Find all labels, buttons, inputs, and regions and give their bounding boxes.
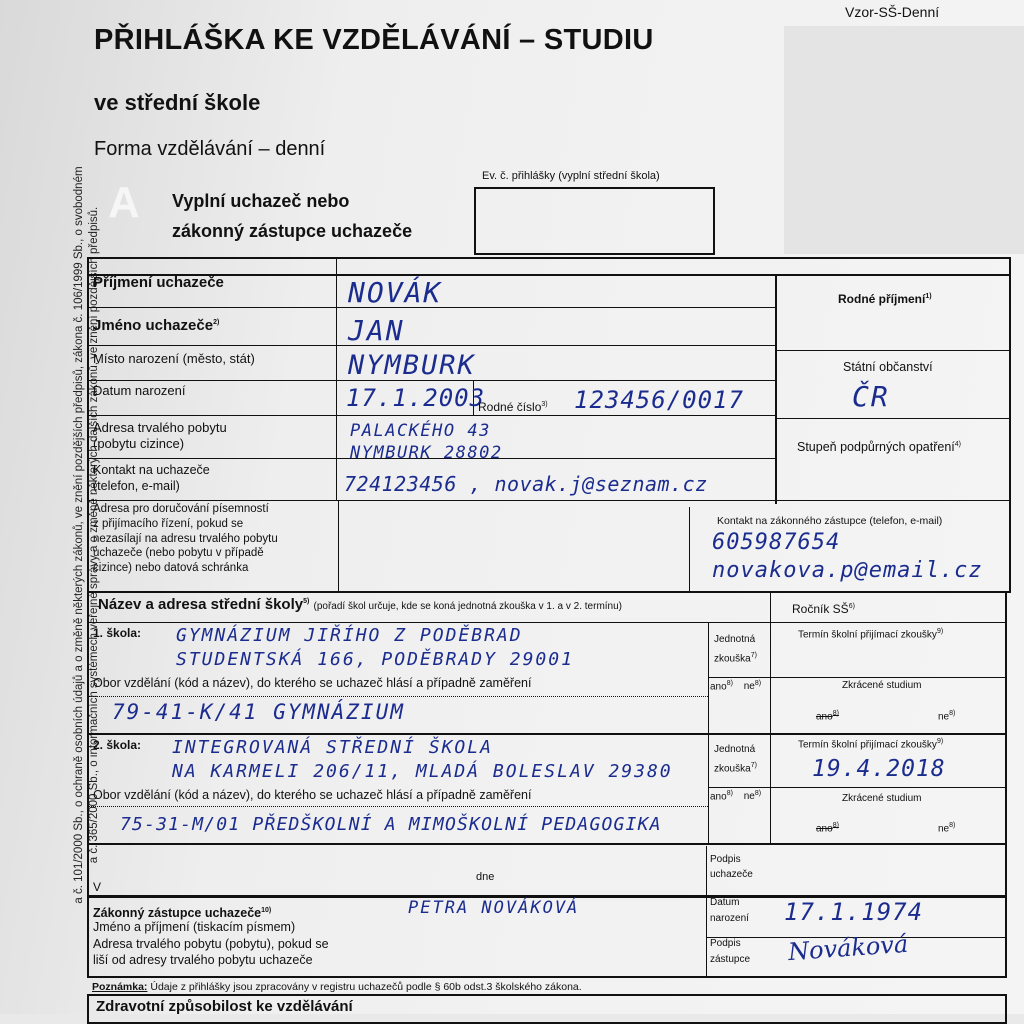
guardian-name-label: Jméno a příjmení (tiskacím písmem) xyxy=(93,920,296,934)
support-measures-label: Stupeň podpůrných opatření$^{4)}$ xyxy=(797,440,961,455)
name-label: Jméno uchazeče$^{2)}$ xyxy=(93,317,220,334)
guardian-phone[interactable]: 605987654 xyxy=(712,530,841,555)
fill-instruction: Vyplní uchazeč nebo zákonný zástupce uchazeče xyxy=(172,191,413,241)
birth-surname-label: Rodné příjmení$^{1)}$ xyxy=(838,292,932,306)
guardian-dob-value[interactable]: 17.1.1974 xyxy=(784,898,924,926)
birthplace-label: Místo narození (město, stát) xyxy=(93,351,255,366)
form-subtitle: ve střední škole xyxy=(94,90,261,115)
guardian-heading: Zákonný zástupce uchazeče$^{10)}$ xyxy=(93,906,272,921)
section-letter: A xyxy=(108,178,140,227)
address-value[interactable]: PALACKÉHO 43 NYMBURK 28802 xyxy=(350,421,503,463)
form-template-code: Vzor-SŠ-Denní xyxy=(845,4,940,20)
schools-heading: Název a adresa střední školy$^{5)}$ (pořadí škol určuje, kde se koná jednotná zkouška v 1. a v 2. termínu) xyxy=(98,596,623,613)
study-form: Forma vzdělávání – denní xyxy=(94,138,326,160)
school-year-label: Ročník SŠ$^{6)}$ xyxy=(792,602,855,616)
school-1-name[interactable]: GYMNÁZIUM JIŘÍHO Z PODĚBRAD STUDENTSKÁ 166, PODĚBRADY 29001 xyxy=(176,625,574,670)
school-2-short-yes[interactable]: ano$^{8)}$ xyxy=(816,822,839,835)
school-1-short-no[interactable]: $ne^{8)}$ xyxy=(938,710,956,723)
school-2-field-value[interactable]: 75-31-M/01 PŘEDŠKOLNÍ A MIMOŠKOLNÍ PEDAGOGIKA xyxy=(120,814,662,835)
application-number-box xyxy=(474,187,715,255)
note: Poznámka: Údaje z přihlášky jsou zpracovány v registru uchazečů podle § 60b odst.3 školského zákona. xyxy=(92,981,582,993)
school-1-exam-yes-no[interactable]: ano$^{8)}$ $ne^{8)}$ xyxy=(710,680,762,693)
school-1-short-study-label: Zkrácené studium xyxy=(842,680,922,691)
school-2-exam-yes-no[interactable]: ano$^{8)}$ $ne^{8)}$ xyxy=(710,790,762,803)
name-value[interactable]: JAN xyxy=(348,314,405,347)
citizenship-label: Státní občanství xyxy=(843,360,933,374)
school-1-exam-label: Jednotná zkouška$^{7)}$ xyxy=(714,634,757,665)
birthplace-value[interactable]: NYMBURK xyxy=(348,350,476,381)
contact-label: Kontakt na uchazeče (telefon, e-mail) xyxy=(93,463,210,493)
sign-date-label: dne xyxy=(476,871,495,883)
application-number-label: Ev. č. přihlášky (vyplní střední škola) xyxy=(482,170,660,182)
form-title: PŘIHLÁŠKA KE VZDĚLÁVÁNÍ – STUDIU xyxy=(94,24,654,56)
sign-place-label: V xyxy=(93,880,102,894)
applicant-signature-label: Podpis uchazeče xyxy=(710,854,753,880)
birth-number-label: Rodné číslo$^{3)}$ xyxy=(478,400,548,414)
surname-value[interactable]: NOVÁK xyxy=(348,276,443,309)
school-2-label: 2. škola: xyxy=(93,738,142,752)
school-2-name[interactable]: INTEGROVANÁ STŘEDNÍ ŠKOLA NA KARMELI 206/11, MLADÁ BOLESLAV 29380 xyxy=(172,737,673,782)
sign-row xyxy=(87,845,1007,897)
school-1-term-label: Termín školní přijímací zkoušky$^{9)}$ xyxy=(798,628,944,641)
school-1-short-yes[interactable]: ano$^{8)}$ xyxy=(816,710,839,723)
contact-value[interactable]: 724123456 , novak.j@seznam.cz xyxy=(344,472,708,496)
school-2-term-label: Termín školní přijímací zkoušky$^{9)}$ xyxy=(798,738,944,751)
guardian-address-label: Adresa trvalého pobytu (pobytu), pokud se liší od adresy trvalého pobytu uchazeče xyxy=(93,937,329,967)
guardian-dob-label: Datum narození xyxy=(710,897,749,924)
guardian-email[interactable]: novakova.p@email.cz xyxy=(712,558,983,583)
dob-value[interactable]: 17.1.2003 xyxy=(346,384,486,412)
school-1-label: 1. škola: xyxy=(93,626,142,640)
guardian-signature-label: Podpis zástupce xyxy=(710,938,751,965)
dob-label: Datum narození xyxy=(93,383,186,398)
next-section-title: Zdravotní způsobilost ke vzdělávání xyxy=(96,998,353,1015)
guardian-signature: Nováková xyxy=(787,929,910,967)
birth-number-value[interactable]: 123456/0017 xyxy=(574,386,744,414)
school-2-term-value[interactable]: 19.4.2018 xyxy=(812,756,946,782)
surname-label: Příjmení uchazeče xyxy=(93,274,224,291)
school-2-short-study-label: Zkrácené studium xyxy=(842,793,922,804)
school-1-field-value[interactable]: 79-41-K/41 GYMNÁZIUM xyxy=(112,700,405,724)
photo-area xyxy=(784,26,1024,254)
guardian-contact-label: Kontakt na zákonného zástupce (telefon, e-mail) xyxy=(717,515,943,527)
address-label: Adresa trvalého pobytu (pobytu cizince) xyxy=(93,420,227,451)
school-2-field-label: Obor vzdělání (kód a název), do kterého se uchazeč hlásí a případně zaměření xyxy=(93,788,532,802)
delivery-address-label: Adresa pro doručování písemností z přijímacího řízení, pokud se nezasílají na adresu trvalého pobytu uchazeče (nebo pobytu v případě cizince) nebo datová schránka xyxy=(93,503,278,575)
school-1-field-label: Obor vzdělání (kód a název), do kterého se uchazeč hlásí a případně zaměření xyxy=(93,676,532,690)
citizenship-value[interactable]: ČR xyxy=(852,380,890,413)
guardian-name-value[interactable]: PETRA NOVÁKOVÁ xyxy=(408,898,580,918)
school-2-short-no[interactable]: $ne^{8)}$ xyxy=(938,822,956,835)
side-legal-text: a č. 101/2000 Sb., o ochraně osobních údajů a o změně některých zákonů, ve znění pozdějších předpisů, zákona č. 106/1999 Sb., o svobodném a č. 365/2000 Sb., o informačních systémech veřejné správy a o změně některých dalších zákonů, ve znění pozdějších předpisů. xyxy=(73,166,100,904)
school-2-exam-label: Jednotná zkouška$^{7)}$ xyxy=(714,744,757,775)
